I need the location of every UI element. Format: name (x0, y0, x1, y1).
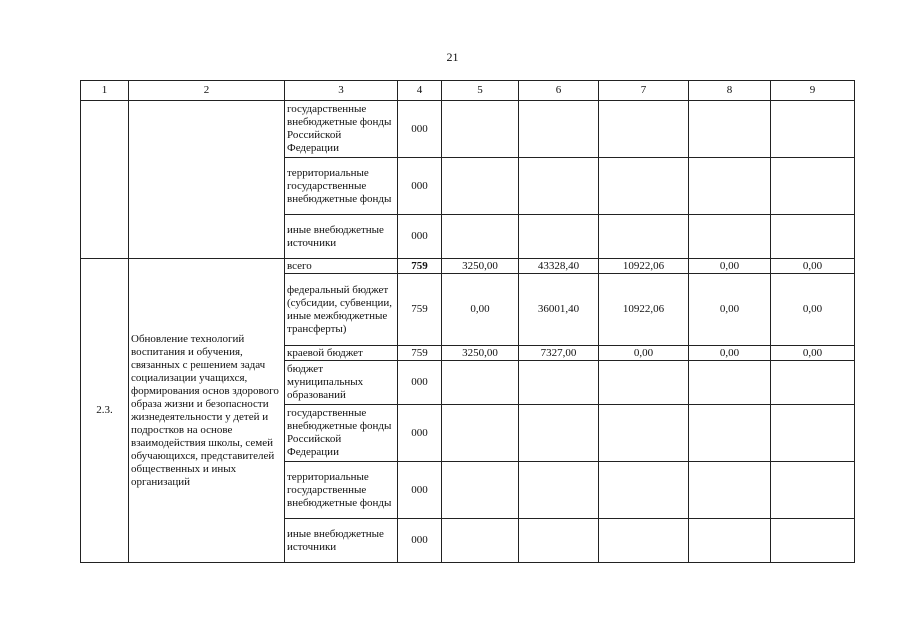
budget-code: 759 (398, 346, 442, 361)
header-cell: 1 (81, 81, 129, 101)
value-cell: 0,00 (689, 259, 771, 274)
value-cell: 7327,00 (519, 346, 599, 361)
header-cell: 7 (599, 81, 689, 101)
header-cell: 3 (285, 81, 398, 101)
empty-number-cell (81, 101, 129, 259)
funding-source: иные внебюджетные источники (285, 215, 398, 259)
value-cell: 36001,40 (519, 274, 599, 346)
value-cell: 10922,06 (599, 274, 689, 346)
value-cell: 0,00 (771, 346, 855, 361)
item-description: Обновление технологий воспитания и обучения, связанных с решением задач социализации учащихся, формирования основ здорового образа жизни и безопасности жизнедеятельности у детей и подростков на основе взаимодействия школы, семей обучающихся, представителей общественных и иных организаций (129, 259, 285, 563)
value-cell: 0,00 (689, 274, 771, 346)
budget-code: 759 (398, 274, 442, 346)
value-cell: 0,00 (771, 259, 855, 274)
funding-source: иные внебюджетные источники (285, 519, 398, 563)
budget-code: 000 (398, 405, 442, 462)
value-cell: 0,00 (599, 346, 689, 361)
header-cell: 4 (398, 81, 442, 101)
header-cell: 5 (442, 81, 519, 101)
funding-source: бюджет муниципальных образований (285, 361, 398, 405)
funding-source: федеральный бюджет (субсидии, субвенции, иные межбюджетные трансферты) (285, 274, 398, 346)
value-cell: 3250,00 (442, 259, 519, 274)
funding-source: государственные внебюджетные фонды Российской Федерации (285, 405, 398, 462)
value-cell: 0,00 (689, 346, 771, 361)
value-cell: 0,00 (442, 274, 519, 346)
value-cell: 0,00 (771, 274, 855, 346)
budget-table (80, 80, 855, 563)
funding-source: территориальные государственные внебюджетные фонды (285, 462, 398, 519)
funding-source: государственные внебюджетные фонды Российской Федерации (285, 101, 398, 158)
budget-code: 759 (398, 259, 442, 274)
budget-code: 000 (398, 158, 442, 215)
header-row (81, 81, 855, 101)
empty-description-cell (129, 101, 285, 259)
value-cell: 43328,40 (519, 259, 599, 274)
header-cell: 9 (771, 81, 855, 101)
funding-source: территориальные государственные внебюджетные фонды (285, 158, 398, 215)
item-number: 2.3. (81, 259, 129, 563)
value-cell: 10922,06 (599, 259, 689, 274)
budget-code: 000 (398, 101, 442, 158)
header-cell: 6 (519, 81, 599, 101)
funding-source: краевой бюджет (285, 346, 398, 361)
budget-code: 000 (398, 361, 442, 405)
table-row (81, 101, 855, 158)
header-cell: 8 (689, 81, 771, 101)
value-cell: 3250,00 (442, 346, 519, 361)
table-row (81, 259, 855, 274)
header-cell: 2 (129, 81, 285, 101)
funding-source: всего (285, 259, 398, 274)
page-number: 21 (446, 50, 459, 64)
budget-code: 000 (398, 519, 442, 563)
budget-code: 000 (398, 462, 442, 519)
budget-code: 000 (398, 215, 442, 259)
